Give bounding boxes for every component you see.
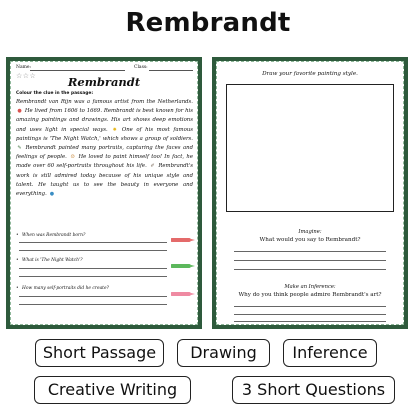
tag-short-passage: Short Passage [35, 339, 164, 367]
sun-icon: ✹ [112, 126, 117, 133]
answer-line-3b[interactable] [19, 304, 167, 305]
rating-stars: ☆☆☆ [16, 72, 37, 80]
draw-prompt: Draw your favorite painting style. [262, 71, 358, 77]
face-icon: ☺ [70, 154, 75, 161]
name-line [30, 70, 125, 71]
passage-sentence: Rembrandt painted many portraits, capturing the faces and feelings of people. [16, 145, 193, 161]
answer-line-2b[interactable] [19, 276, 167, 277]
reading-worksheet [6, 57, 202, 329]
answer-line-1[interactable] [19, 242, 167, 243]
crayon-icon-pink [171, 292, 191, 296]
answer-line-3[interactable] [19, 296, 167, 297]
answer-line-1b[interactable] [19, 250, 167, 251]
inference-label: Make an Inference: [284, 284, 336, 290]
imagine-label: Imagine: [298, 229, 322, 235]
reading-worksheet-page [10, 61, 198, 325]
bullet-icon: • [16, 258, 19, 263]
bullet-icon: • [16, 286, 19, 291]
globe-icon: ● [49, 191, 55, 198]
reading-passage [16, 98, 193, 199]
crayon-icon-red [171, 238, 191, 242]
tag-creative-writing: Creative Writing [34, 376, 191, 404]
instruction-text: Colour the clue in the passage: [16, 91, 94, 96]
imagine-answer-line-2[interactable] [234, 260, 386, 261]
question-2: • What is 'The Night Watch'? [16, 258, 83, 263]
imagine-answer-line-1[interactable] [234, 251, 386, 252]
drawing-box[interactable] [226, 84, 394, 212]
tag-3-short-questions: 3 Short Questions [232, 376, 395, 404]
name-label: Name: [16, 65, 32, 70]
inference-answer-line-3[interactable] [234, 321, 386, 322]
page-title: Rembrandt [125, 8, 291, 38]
inference-answer-line-2[interactable] [234, 314, 386, 315]
brush-icon: ✎ [17, 145, 22, 152]
passage-sentence: Rembrandt van Rijn was a famous artist from the Netherlands. [16, 99, 193, 105]
passage-sentence: He loved to paint himself too! In fact, he made over 60 self-portraits throughout his life. [16, 154, 193, 170]
passage-sentence: He lived from 1606 to 1669. Rembrandt is best known for his amazing paintings and drawings. His art shows deep emotions and uses light in special ways. [16, 108, 194, 133]
class-label: Class: [134, 65, 148, 70]
crayon-icon-green [171, 264, 191, 268]
worksheet-title: Rembrandt [67, 75, 141, 89]
inference-question: Why do you think people admire Rembrandt's art? [238, 292, 382, 298]
creative-worksheet-page [216, 61, 404, 325]
imagine-question: What would you say to Rembrandt? [259, 237, 361, 243]
creative-worksheet [212, 57, 408, 329]
imagine-answer-line-3[interactable] [234, 269, 386, 270]
class-line [149, 70, 193, 71]
tag-drawing: Drawing [177, 339, 270, 367]
bullet-icon: • [16, 233, 19, 238]
question-1: • When was Rembrandt born? [16, 233, 86, 238]
question-3: • How many self-portraits did he create? [16, 286, 109, 291]
passage-sentence: One of his most famous paintings is 'The Night Watch,' which shows a group of soldiers. [16, 126, 194, 142]
inference-answer-line-1[interactable] [234, 306, 386, 307]
palette-icon: ● [17, 108, 22, 115]
answer-line-2[interactable] [19, 268, 167, 269]
passage-sentence: Rembrandt's work is still admired today because of his unique style and talent. He taught us to see the beauty in everyone and everything. [16, 163, 193, 198]
pencil-icon: ✐ [150, 163, 155, 170]
tag-inference: Inference [283, 339, 377, 367]
